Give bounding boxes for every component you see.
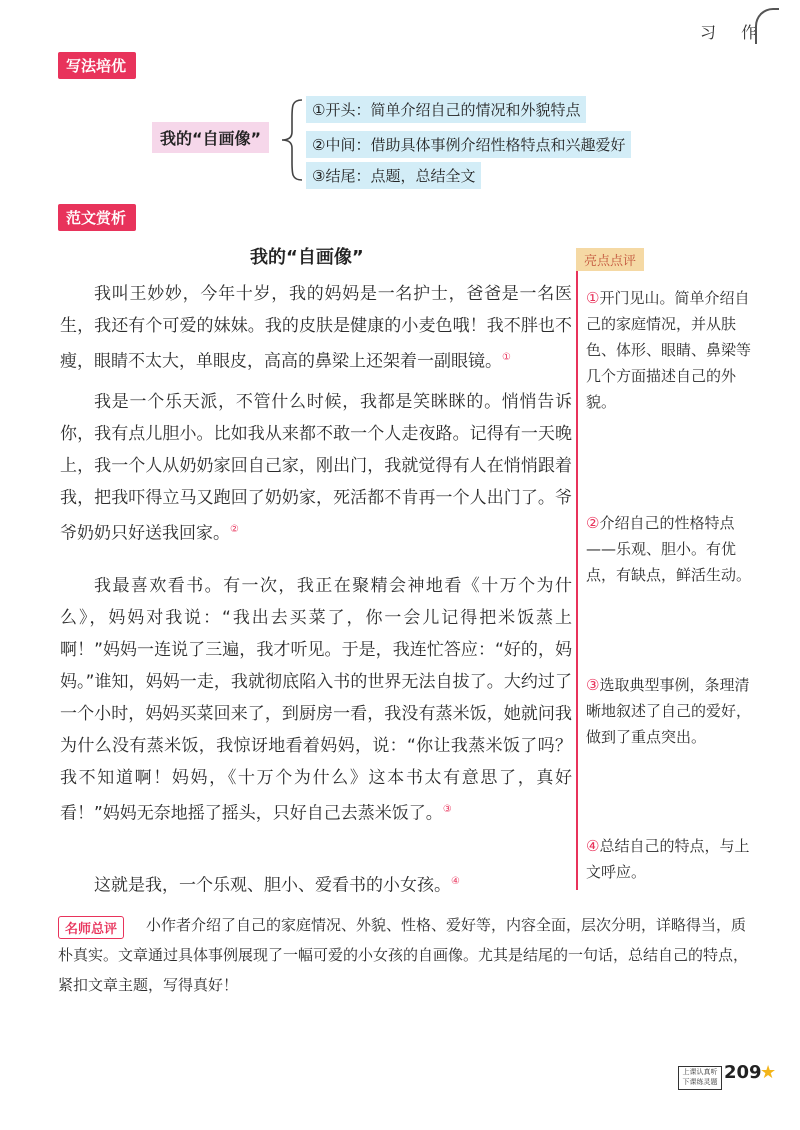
page-number: 209 [724, 1062, 762, 1083]
note-marker: ④ [451, 876, 460, 887]
outline-title: 我的“自画像” [152, 122, 269, 153]
brace-icon [280, 98, 306, 182]
note-marker: ① [502, 352, 511, 363]
section-tag-model-essay: 范文赏析 [58, 204, 136, 231]
sidebar-comment: ①开门见山。简单介绍自己的家庭情况，并从肤色、体形、眼睛、鼻梁等几个方面描述自己的外貌。 [586, 289, 752, 411]
footer-slogan-line: 下课练灵题 [682, 1078, 718, 1086]
review-tag: 名师总评 [58, 916, 124, 939]
essay-title: 我的“自画像” [250, 247, 364, 268]
note-marker: ② [230, 524, 239, 535]
header-decoration [755, 8, 779, 44]
outline-item-opening: ①开头：简单介绍自己的情况和外貌特点 [306, 96, 586, 123]
sidebar-comment: ②介绍自己的性格特点——乐观、胆小。有优点，有缺点，鲜活生动。 [586, 514, 752, 584]
footer-slogan-line: 上课认真听 [682, 1068, 718, 1076]
essay-paragraph: 我最喜欢看书。有一次，我正在聚精会神地看《十万个为什么》，妈妈对我说：“我出去买菜了，你一会儿记得把米饭蒸上啊！”妈妈一连说了三遍，我才听见。于是，我连忙答应：“好的，妈妈。”谁知，妈妈一走，我就彻底陷入书的世界无法自拔了。大约过了一个小时，妈妈买菜回来了，到厨房一看，我没有蒸米饭，她就问我为什么没有蒸米饭，我惊讶地看着妈妈，说：“你让我蒸米饭了吗？我不知道啊！妈妈，《十万个为什么》这本书太有意思了，真好看！”妈妈无奈地摇了摇头，只好自己去蒸米饭了。③ [60, 576, 572, 824]
star-icon: ★ [760, 1062, 777, 1083]
sidebar-tag: 亮点点评 [576, 248, 644, 271]
sidebar-divider [576, 270, 578, 890]
note-marker: ③ [442, 804, 452, 815]
chapter-label: 习 作 [700, 23, 768, 42]
sidebar-comment: ④总结自己的特点，与上文呼应。 [586, 837, 750, 881]
essay-paragraph: 我是一个乐天派，不管什么时候，我都是笑眯眯的。悄悄告诉你，我有点儿胆小。比如我从来都不敢一个人走夜路。记得有一天晚上，我一个人从奶奶家回自己家，刚出门，我就觉得有人在悄悄跟着我，把我吓得立马又跑回了奶奶家，死活都不肯再一个人出门了。爷爷奶奶只好送我回家。② [60, 392, 572, 544]
sidebar-comment: ③选取典型事例，条理清晰地叙述了自己的爱好，做到了重点突出。 [586, 676, 752, 746]
outline-item-ending: ③结尾：点题，总结全文 [306, 162, 481, 189]
essay-paragraph: 我叫王妙妙，今年十岁，我的妈妈是一名护士，爸爸是一名医生，我还有个可爱的妹妹。我的皮肤是健康的小麦色哦！我不胖也不瘦，眼睛不太大，单眼皮，高高的鼻梁上还架着一副眼镜。① [60, 284, 572, 372]
review-text: 小作者介绍了自己的家庭情况、外貌、性格、爱好等，内容全面，层次分明，详略得当，质朴真实。文章通过具体事例展现了一幅可爱的小女孩的自画像。尤其是结尾的一句话，总结自己的特点，紧扣文章主题，写得真好！ [58, 916, 749, 994]
footer-slogan-box [678, 1066, 722, 1090]
section-tag-writing-tips: 写法培优 [58, 52, 136, 79]
outline-item-middle: ②中间：借助具体事例介绍性格特点和兴趣爱好 [306, 131, 631, 158]
essay-paragraph: 这就是我，一个乐观、胆小、爱看书的小女孩。④ [94, 875, 460, 896]
